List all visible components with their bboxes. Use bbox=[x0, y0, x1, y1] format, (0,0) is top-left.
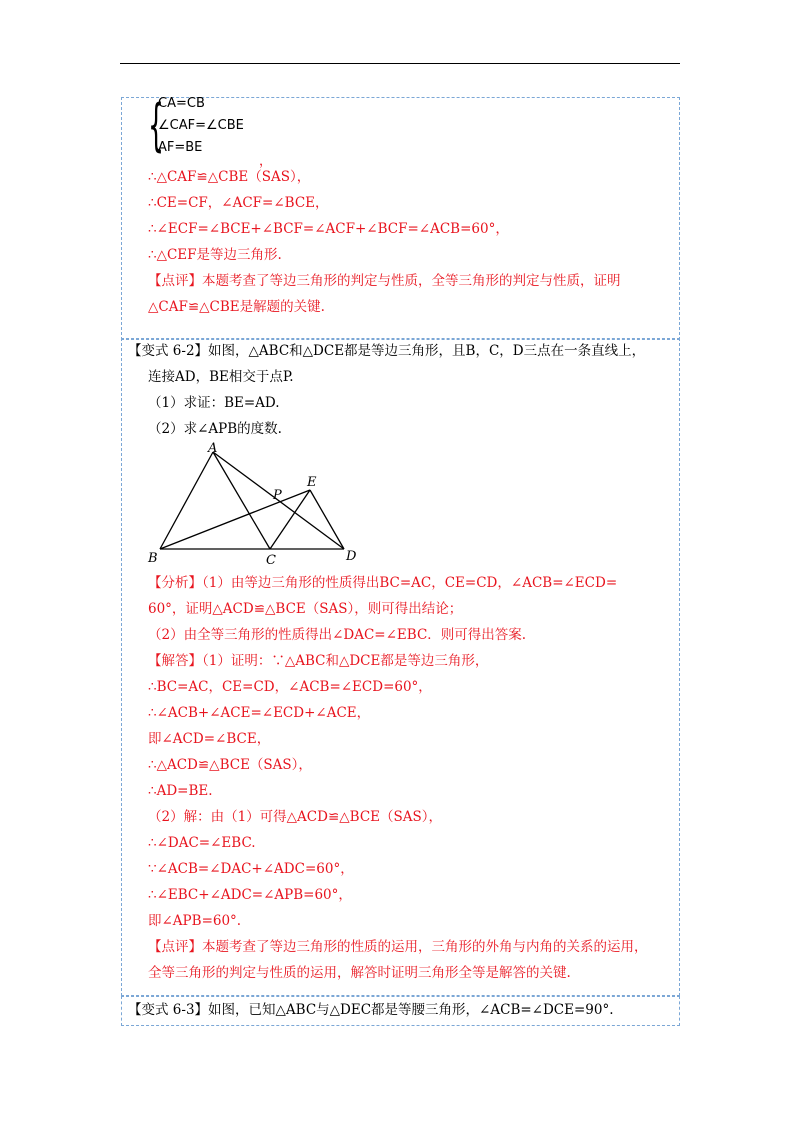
analysis-line-2: 60°，证明△ACD≌△BCE（SAS），则可得出结论； bbox=[148, 601, 463, 617]
label-e: E bbox=[307, 475, 317, 490]
problem-6-2-part-1: （1）求证：BE=AD. bbox=[148, 395, 280, 411]
box1-comment-1: 【点评】本题考查了等边三角形的判定与性质，全等三角形的判定与性质，证明 bbox=[148, 273, 621, 289]
label-d: D bbox=[346, 549, 357, 564]
system-line-3: AF=BE bbox=[158, 140, 203, 155]
box1-line-1: ∴△CAF≌△CBE（SAS）， bbox=[148, 169, 311, 185]
comment-line-1: 【点评】本题考查了等边三角形的性质的运用，三角形的外角与内角的关系的运用， bbox=[148, 939, 648, 955]
system-line-2: ∠CAF=∠CBE bbox=[158, 118, 244, 133]
left-brace-icon: { bbox=[148, 93, 165, 158]
answer-line-2: ∴BC=AC，CE=CD，∠ACB=∠ECD=60°， bbox=[148, 679, 432, 695]
header-rule bbox=[120, 63, 680, 64]
triangle-figure bbox=[140, 440, 370, 570]
answer-line-11: 即∠APB=60°. bbox=[148, 913, 242, 929]
problem-6-2-line-2: 连接AD，BE相交于点P. bbox=[148, 369, 294, 385]
comment-line-2: 全等三角形的判定与性质的运用，解答时证明三角形全等是解答的关键. bbox=[148, 965, 571, 981]
answer-line-8: ∴∠DAC=∠EBC. bbox=[148, 835, 256, 851]
analysis-line-1: 【分析】（1）由等边三角形的性质得出BC=AC，CE=CD，∠ACB=∠ECD= bbox=[148, 575, 618, 591]
problem-6-3-line-1: 【变式 6-3】如图，已知△ABC与△DEC都是等腰三角形，∠ACB=∠DCE=90°. bbox=[128, 1002, 614, 1018]
segment-ab bbox=[160, 452, 213, 549]
label-a: A bbox=[208, 441, 218, 456]
answer-line-9: ∵∠ACB=∠DAC+∠ADC=60°， bbox=[148, 861, 354, 877]
box1-line-3: ∴∠ECF=∠BCE+∠BCF=∠ACF+∠BCF=∠ACB=60°， bbox=[148, 221, 509, 237]
box1-line-4: ∴△CEF是等边三角形. bbox=[148, 247, 282, 263]
equation-system bbox=[148, 93, 268, 162]
box1-line-2: ∴CE=CF，∠ACF=∠BCE， bbox=[148, 195, 329, 211]
segment-be bbox=[160, 490, 310, 549]
box1-comment-2: △CAF≌△CBE是解题的关键. bbox=[148, 299, 325, 315]
system-line-1: CA=CB bbox=[158, 96, 205, 111]
label-b: B bbox=[148, 551, 158, 566]
segment-ac bbox=[213, 452, 270, 549]
system-comma: ， bbox=[259, 154, 273, 169]
answer-line-7: （2）解：由（1）可得△ACD≌△BCE（SAS）， bbox=[148, 809, 443, 825]
answer-line-4: 即∠ACD=∠BCE， bbox=[148, 731, 271, 747]
answer-line-1: 【解答】（1）证明：∵△ABC和△DCE都是等边三角形， bbox=[148, 653, 489, 669]
label-c: C bbox=[266, 553, 276, 568]
problem-6-2-line-1: 【变式 6-2】如图，△ABC和△DCE都是等边三角形，且B，C，D三点在一条直线上， bbox=[128, 343, 646, 359]
answer-line-5: ∴△ACD≌△BCE（SAS）， bbox=[148, 757, 312, 773]
problem-6-2-part-2: （2）求∠APB的度数. bbox=[148, 421, 282, 437]
answer-line-6: ∴AD=BE. bbox=[148, 783, 213, 799]
answer-line-3: ∴∠ACB+∠ACE=∠ECD+∠ACE， bbox=[148, 705, 371, 721]
answer-line-10: ∴∠EBC+∠ADC=∠APB=60°， bbox=[148, 887, 352, 903]
label-p: P bbox=[273, 488, 282, 503]
segment-ed bbox=[310, 490, 344, 549]
analysis-line-3: （2）由全等三角形的性质得出∠DAC=∠EBC．则可得出答案. bbox=[148, 627, 527, 643]
